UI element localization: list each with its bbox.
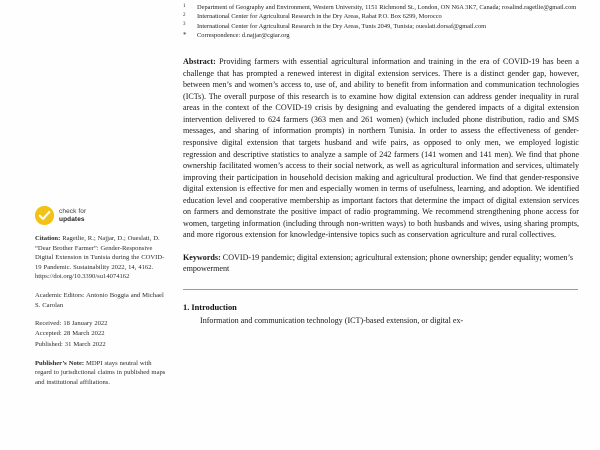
introduction-paragraph: Information and communication technology (ICT)-based extension, or digital ex- [200,316,464,326]
accepted-value: 28 March 2022 [61,330,105,338]
publisher-note-text: MDPI stays neutral with regard to jurisdictional claims in published maps and institutional affiliations. [35,359,166,386]
academic-editors-text: Antonio Boggia and Michael S. Carolan [35,291,164,309]
check-circle-icon [35,206,54,225]
published-value: 31 March 2022 [62,340,106,348]
publication-dates-block [35,319,168,350]
correspondence-marker: * [183,30,187,39]
affiliation-text: International Center for Agricultural Research in the Dry Areas, Rabat P.O. Box 6299, Morocco [197,13,442,21]
published-date-row [35,340,168,350]
paper-sidebar [35,206,168,397]
abstract-text: Providing farmers with essential agricultural information and training in the era of COVID-19 has been a challenge that has prompted a renewed interest in digital extension services. There is a distinct gender gap, however, between men’s and women’s access to, use of, and ability to benefit from information and communication technologies (ICTs). The overall purpose of this research is to examine how digital extension can address gender inequality in rural areas in the context of the COVID-19 crisis by designing and evaluating the gendered impacts of a digital extension intervention delivered to 624 farmers (363 men and 261 women) (which included phone distribution, radio and SMS messages, and sharing of information prompts) in northern Tunisia. In order to assess the effectiveness of gender-responsive digital extension that targets husband and wife pairs, as opposed to only men, we employed logistic regression and descriptive statistics to analyze a sample of 242 farmers (141 women and 141 men). We find that phone ownership facilitated women’s access to their social network, as well as agricultural information and services, ultimately improving their participation in household decision making and agricultural production. We find that gender-responsive digital extension is effective for men and especially women in terms of usefulness, learning, and adoption. We identified education level and cooperative membership as important factors that determine the impact of digital extension services on farmers and demonstrate the positive impact of radio programming. We recommend strengthening phone access for women, targeting information (including through non-written ways) to both husbands and wives, using sharing prompts, and more rigorous extension for knowledge-intensive topics such as conservation agriculture and rural collectives. [183,57,579,240]
accepted-date-row [35,329,168,339]
badge-line-2: updates [59,215,85,223]
check-for-updates-label [59,208,86,223]
citation-block [35,234,168,282]
paper-main-column [183,0,579,327]
check-for-updates-badge[interactable] [35,206,168,225]
affiliation-item [183,12,579,21]
correspondence-item [183,31,579,40]
affiliation-item [183,3,579,12]
received-label: Received: [35,320,62,328]
affiliation-text: International Center for Agricultural Research in the Dry Areas, Tunis 2049, Tunisia; oueslati.dorsaf@gmail.com [197,22,487,30]
section-divider [183,289,578,290]
affiliation-marker: 3 [183,22,186,28]
published-label: Published: [35,340,63,348]
affiliation-item [183,22,579,31]
affiliations-list [183,3,579,40]
keywords-text: COVID-19 pandemic; digital extension; agricultural extension; phone ownership; gender equality; women’s empowerment [183,252,573,274]
academic-editors-label: Academic Editors: [35,291,85,299]
received-date-row [35,319,168,329]
correspondence-text: Correspondence: d.najjar@cgiar.org [197,31,290,39]
badge-line-1: check for [59,207,87,215]
keywords-label: Keywords: [183,252,221,262]
introduction-heading: 1. Introduction [183,303,237,313]
citation-text: Ragetlie, R.; Najjar, D.; Oueslati, D. “Dear Brother Farmer”: Gender-Responsive Digital Extension in Tunisia during the COVID-19 Pandemic. Sustainability 2022, 14, 4162. https://doi.org/10.3390/su14074162 [35,235,165,281]
received-value: 18 January 2022 [61,320,108,328]
affiliation-text: Department of Geography and Environment, Western University, 1151 Richmond St., London, ON N6A 3K7, Canada; rosalind.ragetlie@gmail.com [197,4,577,11]
publisher-note-label: Publisher’s Note: [35,359,85,367]
abstract-paragraph [183,56,579,241]
affiliation-marker: 2 [183,12,186,18]
publisher-note-block [35,359,168,388]
accepted-label: Accepted: [35,330,62,338]
affiliation-marker: 1 [183,3,186,9]
academic-editors-block [35,291,168,310]
abstract-label: Abstract: [183,57,216,67]
keywords-paragraph [183,252,579,275]
citation-label: Citation: [35,235,61,242]
